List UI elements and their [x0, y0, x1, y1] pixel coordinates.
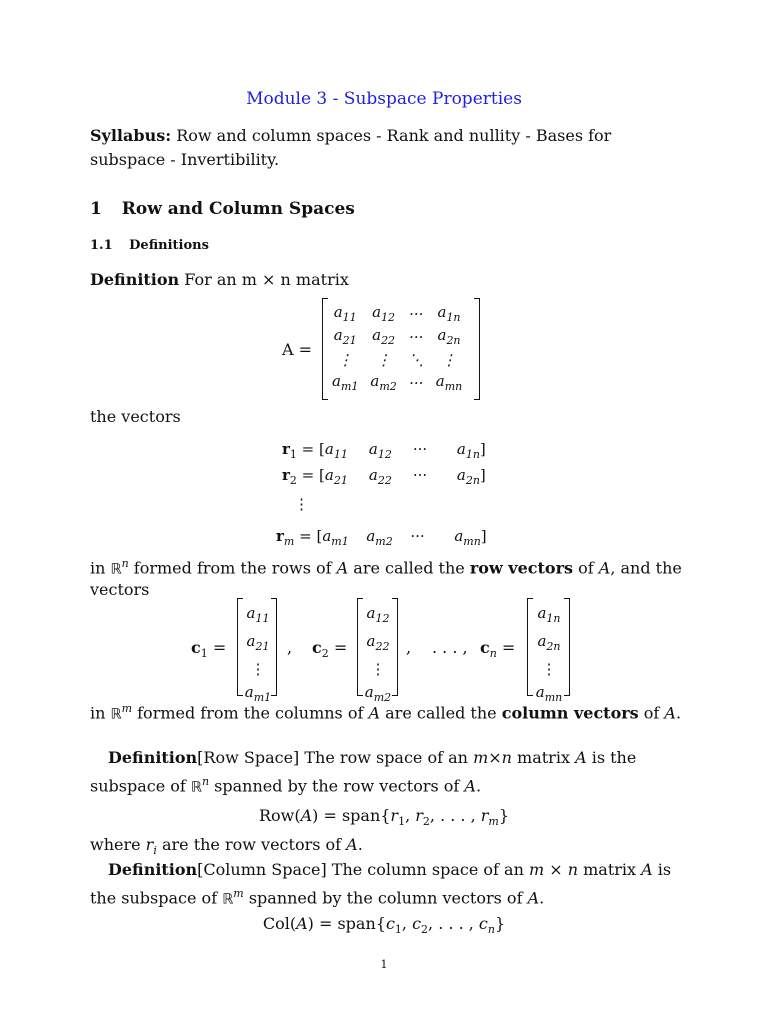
row-vector-r1: $r_1 = [a_{11}$ $a_{12}$ ··· $a_{1n}$]	[282, 440, 486, 461]
matrix-entry: $a_{2n}$	[437, 326, 461, 347]
matrix-lhs: A =	[282, 340, 313, 359]
row-vector-rm: $r_m = [a_{m1}$ $a_{m2}$ ··· $a_{mn}$]	[276, 527, 487, 548]
definition-label: Definition	[90, 270, 180, 289]
definition-label: Definition	[108, 748, 198, 767]
page-number: 1	[380, 958, 388, 971]
row-vector-r2: $r_2 = [a_{21}$ $a_{22}$ ··· $a_{2n}$]	[282, 466, 486, 487]
syllabus	[90, 124, 680, 172]
the-vectors-text: the vectors	[90, 407, 181, 426]
vectors-word: vectors	[90, 580, 150, 599]
comma: ,	[287, 638, 293, 657]
matrix-entry: ···	[409, 304, 424, 323]
col-ellipsis: . . . ,	[432, 638, 468, 657]
col-vector-c1-label: $c_1$ =	[191, 638, 227, 661]
matrix-entry: $a_{21}$	[333, 326, 357, 347]
definition-label: Definition	[108, 860, 198, 879]
comma: ,	[406, 638, 412, 657]
row-space-definition: Definition[Row Space] The row space of an m×n matrix A is the subspace of ℝ$^n$ spanned by the row vectors of A.	[90, 748, 637, 796]
matrix-right-bracket	[474, 298, 480, 400]
page-title: Module 3 - Subspace Properties	[246, 89, 522, 109]
matrix-entry: ···	[409, 373, 424, 392]
matrix-entry: $a_{22}$	[372, 326, 396, 347]
matrix-entry: $a_{1n}$	[437, 303, 461, 324]
matrix-entry: ⋮	[441, 350, 457, 369]
matrix-entry: ⋮	[337, 350, 353, 369]
matrix-a	[326, 302, 468, 394]
definition-intro-text: For an m × n matrix	[184, 270, 349, 289]
row-space-note: where $r_i$ are the row vectors of A.	[90, 835, 363, 858]
subsection-heading	[90, 238, 209, 253]
column-space-equation: $Col(A) = span\{c_1$, $c_2$, . . . , $c_n$}	[262, 914, 506, 937]
row-vector-vdots: ⋮	[294, 495, 309, 513]
col-vector-cn: $a_{1n}$ $a_{2n}$ ⋮ $a_{mn}$	[535, 604, 563, 704]
col-vector-c1: $a_{11}$ $a_{21}$ ⋮ $a_{m1}$	[244, 604, 272, 704]
definition-intro	[90, 270, 349, 289]
subsection-number: 1.1	[90, 238, 113, 253]
section-number: 1	[90, 199, 102, 219]
section-heading	[90, 199, 355, 219]
matrix-entry: $a_{m2}$	[370, 372, 397, 393]
row-vectors-sentence: in ℝ$^n$ formed from the rows of A are called the row vectors of A, and the	[90, 557, 682, 578]
syllabus-text: Row and column spaces - Rank and nullity - Bases for subspace - Invertibility.	[90, 126, 612, 169]
matrix-entry: $a_{11}$	[333, 303, 357, 324]
matrix-entry: $a_{m1}$	[332, 372, 359, 393]
column-space-definition: Definition[Column Space] The column space of an m × n matrix A is the subspace of ℝ$^m$ spanned by the column vectors of A.	[90, 860, 672, 908]
column-vectors-sentence: in ℝ$^m$ formed from the columns of A are called the column vectors of A.	[90, 702, 682, 723]
matrix-entry: ···	[409, 327, 424, 346]
matrix-entry: $a_{12}$	[372, 303, 396, 324]
row-space-equation: $Row(A) = span\{r_1$, $r_2$, . . . , $r_m$}	[258, 806, 510, 829]
col-vector-cn-label: $c_n$ =	[480, 638, 516, 661]
syllabus-label: Syllabus:	[90, 126, 172, 145]
col-vector-c2-label: $c_2$ =	[312, 638, 348, 661]
matrix-entry: ⋱	[408, 350, 424, 369]
matrix-entry: $a_{mn}$	[435, 372, 463, 393]
definition-bracket: [Column Space]	[197, 860, 327, 879]
section-title: Row and Column Spaces	[121, 199, 355, 219]
col-vector-c2: $a_{12}$ $a_{22}$ ⋮ $a_{m2}$	[364, 604, 392, 704]
definition-bracket: [Row Space]	[197, 748, 300, 767]
matrix-entry: ⋮	[376, 350, 392, 369]
subsection-title: Definitions	[129, 238, 209, 253]
